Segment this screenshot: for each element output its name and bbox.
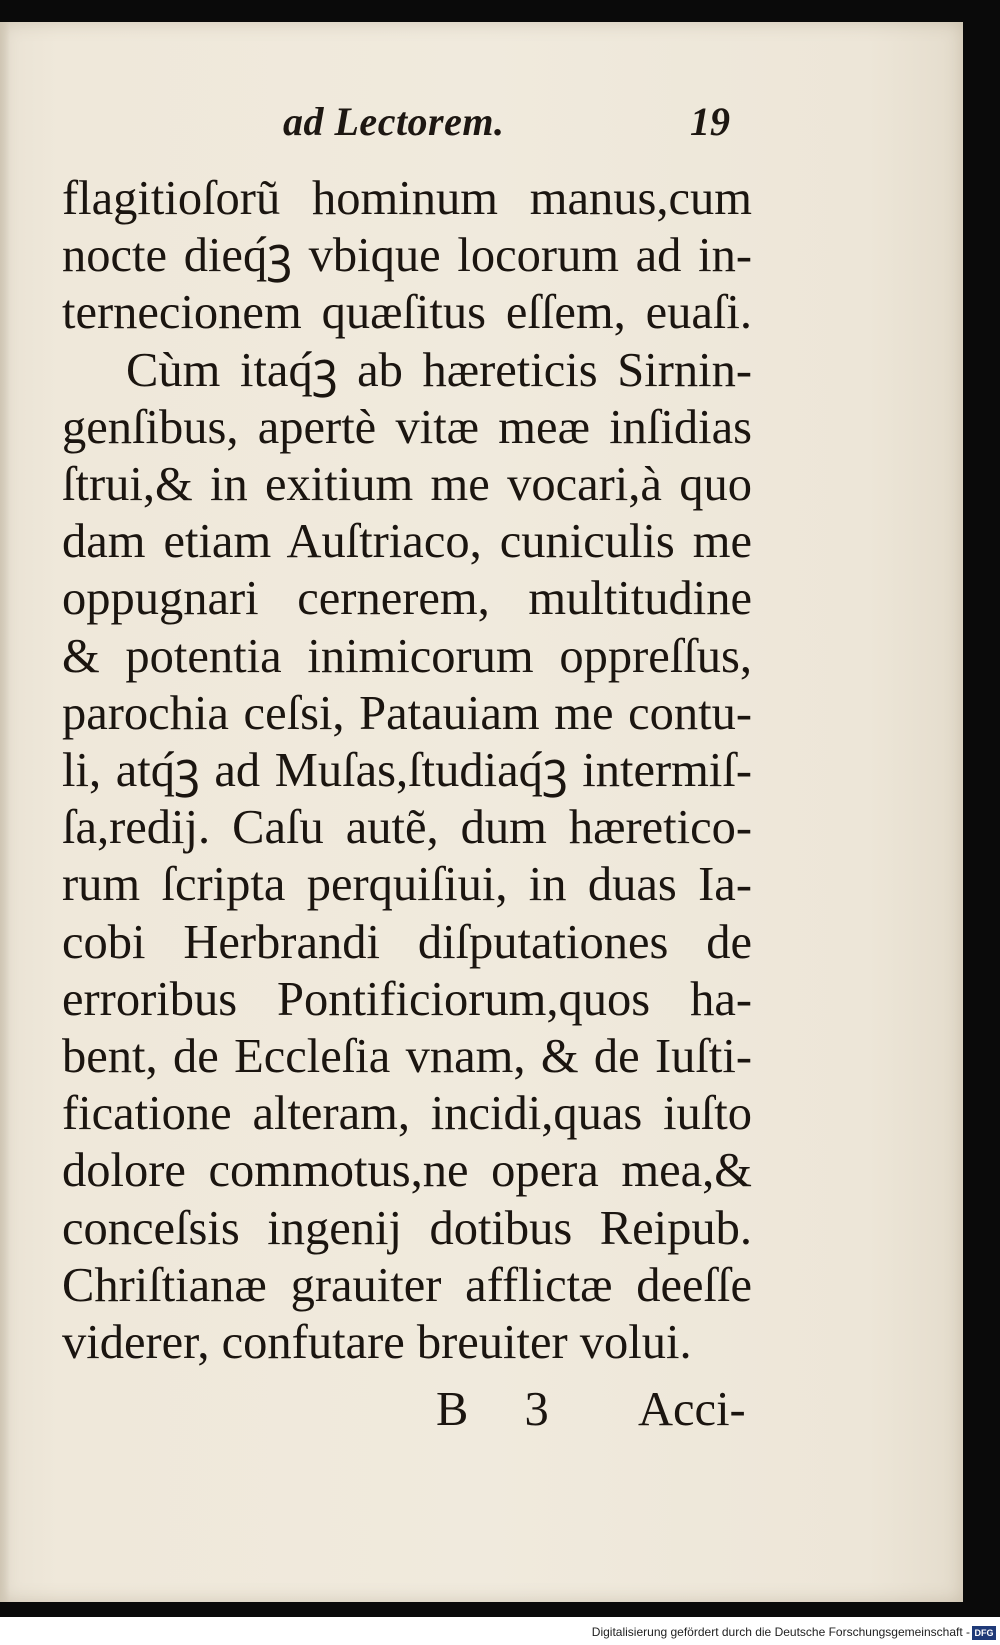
text-line: ternecionem quæſitus eſſem, euaſi. xyxy=(62,286,752,340)
text-line: li, atq́ꝫ ad Muſas,ſtudiaq́ꝫ intermiſ- xyxy=(62,744,752,798)
text-line: bent, de Eccleſia vnam, & de Iuſti- xyxy=(62,1030,752,1084)
running-head: ad Lectorem. xyxy=(283,99,505,144)
text-line: genſibus, apertè vitæ meæ inſidias xyxy=(62,400,752,454)
text-line: cobi Herbrandi diſputationes de xyxy=(62,915,752,969)
text-line: conceſsis ingenij dotibus Reipub. xyxy=(62,1201,752,1255)
footer-bar xyxy=(0,1617,1000,1645)
text-line: dolore commotus,ne opera mea,& xyxy=(62,1144,752,1198)
text-line: Cùm itaq́ꝫ ab hæreticis Sirnin- xyxy=(126,343,752,397)
page-number: 19 xyxy=(690,99,730,144)
book-page xyxy=(0,22,963,1602)
text-line: ſtrui,& in exitium me vocari,à quo xyxy=(62,458,752,512)
text-line: ſa,redij. Caſu autẽ, dum hæretico- xyxy=(62,801,752,855)
text-line: parochia ceſsi, Patauiam me contu- xyxy=(62,686,752,740)
funding-credit: Digitalisierung gefördert durch die Deutsche Forschungsgemeinschaft - xyxy=(591,1625,970,1639)
text-line: viderer, confutare breuiter volui. xyxy=(62,1316,692,1370)
text-line: rum ſcripta perquiſiui, in duas Ia- xyxy=(62,858,752,912)
catchword: Acci- xyxy=(638,1383,746,1436)
text-line: ficatione alteram, incidi,quas iuſto xyxy=(62,1087,752,1141)
dfg-logo: DFG xyxy=(972,1626,996,1640)
text-line: nocte dieq́ꝫ vbique locorum ad in- xyxy=(62,229,752,283)
body-text xyxy=(62,170,752,1371)
text-line: & potentia inimicorum oppreſſus, xyxy=(62,629,752,683)
signature-mark: B 3 xyxy=(436,1383,571,1436)
text-line: dam etiam Auſtriaco, cuniculis me xyxy=(62,515,752,569)
text-line: oppugnari cernerem, multitudine xyxy=(62,572,752,626)
text-line: erroribus Pontificiorum,quos ha- xyxy=(62,972,752,1026)
page-edge xyxy=(0,22,10,1602)
text-line: flagitioſorũ hominum manus,cum xyxy=(62,172,752,225)
text-line: Chriſtianæ grauiter afflictæ deeſſe xyxy=(62,1258,752,1312)
